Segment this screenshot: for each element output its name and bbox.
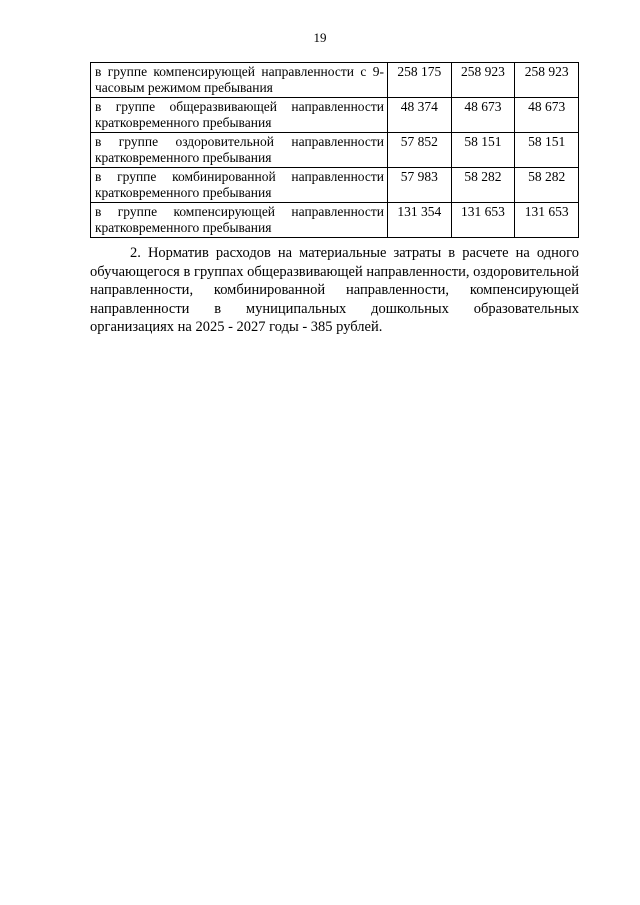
row-description: в группе компенсирующей направленности кратковременного пребывания — [91, 203, 388, 238]
value-2026: 48 673 — [451, 98, 515, 133]
value-2027: 131 653 — [515, 203, 579, 238]
value-2027: 58 151 — [515, 133, 579, 168]
value-2025: 57 852 — [388, 133, 452, 168]
value-2025: 48 374 — [388, 98, 452, 133]
page-number: 19 — [313, 30, 327, 45]
value-2027: 48 673 — [515, 98, 579, 133]
expense-norm-paragraph: 2. Норматив расходов на материальные затраты в расчете на одного обучающегося в группах общеразвивающей направленности, оздоровительной направленности, комбинированной направленности, компенсирующей направленности в муниципальных дошкольных образовательных организациях на 2025 - 2027 годы - 385 рублей. — [90, 245, 579, 335]
value-2026: 58 151 — [451, 133, 515, 168]
norms-table — [90, 62, 579, 238]
value-2027: 258 923 — [515, 63, 579, 98]
row-description: в группе общеразвивающей направленности кратковременного пребывания — [91, 98, 388, 133]
value-2026: 131 653 — [451, 203, 515, 238]
table-row — [91, 203, 579, 238]
table-row — [91, 63, 579, 98]
table-row — [91, 98, 579, 133]
value-2025: 258 175 — [388, 63, 452, 98]
row-description: в группе оздоровительной направленности кратковременного пребывания — [91, 133, 388, 168]
value-2026: 258 923 — [451, 63, 515, 98]
row-description: в группе комбинированной направленности кратковременного пребывания — [91, 168, 388, 203]
value-2025: 131 354 — [388, 203, 452, 238]
value-2025: 57 983 — [388, 168, 452, 203]
table-row — [91, 168, 579, 203]
table-row — [91, 133, 579, 168]
value-2027: 58 282 — [515, 168, 579, 203]
row-description: в группе компенсирующей направленности с 9-часовым режимом пребывания — [91, 63, 388, 98]
value-2026: 58 282 — [451, 168, 515, 203]
